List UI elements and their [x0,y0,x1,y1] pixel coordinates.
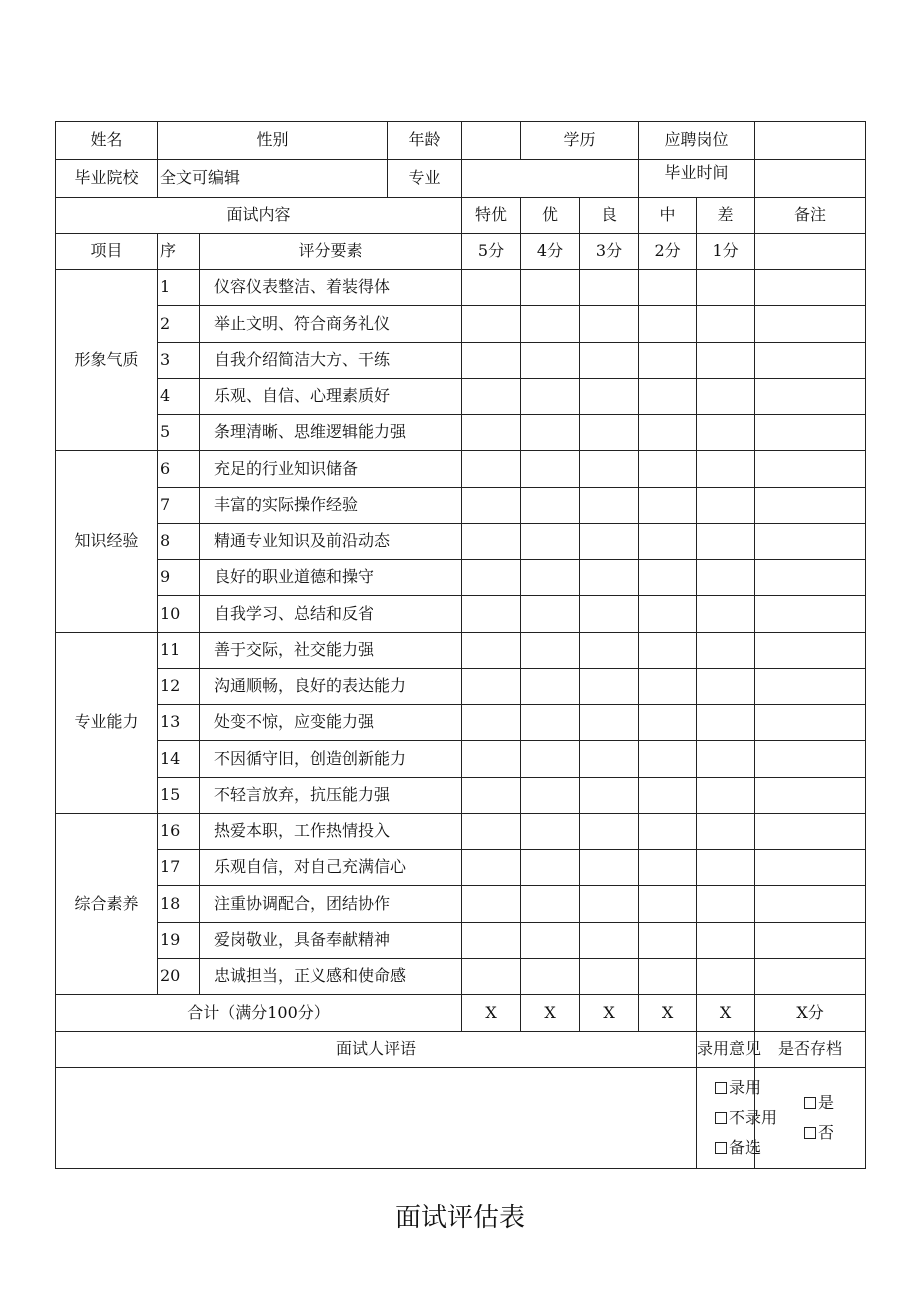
total-value: X [639,995,697,1032]
score-cell[interactable] [639,958,697,994]
score-cell[interactable] [580,560,639,596]
score-cell[interactable] [580,922,639,958]
remarks-cell[interactable] [755,668,866,704]
remarks-cell[interactable] [755,523,866,559]
score-cell[interactable] [580,958,639,994]
remarks-cell[interactable] [755,813,866,849]
score-value: 3分 [580,234,639,270]
archive-option-yes[interactable] [773,1088,865,1118]
criteria-text: 精通专业知识及前沿动态 [200,523,462,559]
section-name: 知识经验 [56,451,158,632]
score-cell[interactable] [462,270,521,306]
score-cell[interactable] [639,813,697,849]
criteria-row [56,850,866,886]
remarks-cell[interactable] [755,705,866,741]
criteria-text: 自我学习、总结和反省 [200,596,462,632]
archive-label: 是否存档 [755,1032,866,1068]
criteria-number: 11 [158,632,200,668]
decision-options [697,1068,778,1169]
grade-level: 良 [580,198,639,234]
criteria-label: 评分要素 [200,234,462,270]
score-cell[interactable] [462,451,521,487]
interview-evaluation-table [55,121,866,1169]
option-label: 否 [818,1123,835,1142]
document-title: 面试评估表 [394,1203,525,1233]
score-cell[interactable] [521,813,580,849]
criteria-number: 19 [158,922,200,958]
age-value[interactable] [462,122,521,160]
criteria-text: 注重协调配合，团结协作 [200,886,462,922]
archive-option-no[interactable] [773,1118,865,1148]
age-label: 年龄 [388,122,462,160]
name-label: 姓名 [56,122,158,160]
score-cell[interactable] [639,487,697,523]
remarks-cell[interactable] [755,741,866,777]
score-cell[interactable] [521,777,580,813]
score-cell[interactable] [521,922,580,958]
criteria-text: 良好的职业道德和操守 [200,560,462,596]
score-cell[interactable] [639,596,697,632]
score-cell[interactable] [639,451,697,487]
score-cell[interactable] [462,850,521,886]
score-cell[interactable] [521,378,580,414]
score-cell[interactable] [521,886,580,922]
criteria-row [56,596,866,632]
score-cell[interactable] [639,850,697,886]
score-cell[interactable] [521,705,580,741]
criteria-text: 不因循守旧，创造创新能力 [200,741,462,777]
remarks-cell[interactable] [755,306,866,342]
seq-label: 序 [158,234,200,270]
score-cell[interactable] [639,668,697,704]
score-cell[interactable] [580,632,639,668]
criteria-number: 8 [158,523,200,559]
criteria-number: 16 [158,813,200,849]
option-label: 不录用 [729,1108,778,1127]
criteria-row [56,813,866,849]
criteria-row [56,958,866,994]
score-cell[interactable] [462,886,521,922]
score-cell[interactable] [697,668,755,704]
score-cell[interactable] [580,451,639,487]
score-cell[interactable] [639,741,697,777]
score-cell[interactable] [697,451,755,487]
criteria-number: 15 [158,777,200,813]
score-cell[interactable] [697,342,755,378]
criteria-row [56,451,866,487]
criteria-number: 10 [158,596,200,632]
criteria-number: 12 [158,668,200,704]
score-cell[interactable] [639,560,697,596]
score-cell[interactable] [521,741,580,777]
decision-option-reserve[interactable] [715,1133,762,1163]
score-cell[interactable] [521,850,580,886]
checkbox-icon[interactable] [715,1082,727,1094]
score-cell[interactable] [580,306,639,342]
score-cell[interactable] [462,415,521,451]
remarks-cell[interactable] [755,632,866,668]
score-value: 5分 [462,234,521,270]
total-value: X [580,995,639,1032]
remarks-cell[interactable] [755,378,866,414]
remarks-header-blank [755,234,866,270]
criteria-number: 3 [158,342,200,378]
score-cell[interactable] [697,487,755,523]
score-cell[interactable] [462,596,521,632]
remarks-cell[interactable] [755,596,866,632]
checkbox-icon[interactable] [715,1112,727,1124]
item-label: 项目 [56,234,158,270]
remarks-cell[interactable] [755,777,866,813]
score-value: 1分 [697,234,755,270]
major-label: 专业 [388,160,462,198]
interviewer-comment-label: 面试人评语 [56,1032,697,1068]
grade-level: 中 [639,198,697,234]
criteria-text: 丰富的实际操作经验 [200,487,462,523]
score-cell[interactable] [462,632,521,668]
checkbox-icon[interactable] [804,1097,816,1109]
score-cell[interactable] [521,596,580,632]
criteria-number: 1 [158,270,200,306]
remarks-cell[interactable] [755,958,866,994]
education-label: 学历 [521,122,639,160]
criteria-row [56,886,866,922]
criteria-text: 善于交际，社交能力强 [200,632,462,668]
score-cell[interactable] [580,741,639,777]
criteria-text: 自我介绍简洁大方、干练 [200,342,462,378]
criteria-text: 热爱本职，工作热情投入 [200,813,462,849]
score-cell[interactable] [697,922,755,958]
total-label: 合计（满分100分） [56,995,462,1032]
criteria-row [56,922,866,958]
score-cell[interactable] [697,596,755,632]
score-cell[interactable] [697,813,755,849]
score-cell[interactable] [697,415,755,451]
score-value: 2分 [639,234,697,270]
score-cell[interactable] [521,306,580,342]
criteria-row [56,668,866,704]
criteria-number: 17 [158,850,200,886]
score-cell[interactable] [697,886,755,922]
grad-time-value[interactable] [755,160,866,198]
remarks-cell[interactable] [755,415,866,451]
remarks-cell[interactable] [755,560,866,596]
criteria-number: 6 [158,451,200,487]
remarks-label: 备注 [755,198,866,234]
score-cell[interactable] [580,523,639,559]
score-cell[interactable] [580,886,639,922]
criteria-text: 乐观、自信、心理素质好 [200,378,462,414]
remarks-cell[interactable] [755,487,866,523]
score-cell[interactable] [639,306,697,342]
score-cell[interactable] [697,850,755,886]
checkbox-icon[interactable] [804,1127,816,1139]
score-cell[interactable] [580,270,639,306]
score-cell[interactable] [639,270,697,306]
score-cell[interactable] [580,705,639,741]
section-name: 专业能力 [56,632,158,813]
grad-time-label: 毕业时间 [639,160,755,198]
criteria-text: 爱岗敬业，具备奉献精神 [200,922,462,958]
score-cell[interactable] [639,378,697,414]
criteria-row [56,705,866,741]
grade-level: 特优 [462,198,521,234]
score-cell[interactable] [639,415,697,451]
score-cell[interactable] [462,813,521,849]
criteria-text: 不轻言放弃，抗压能力强 [200,777,462,813]
criteria-text: 举止文明、符合商务礼仪 [200,306,462,342]
score-cell[interactable] [639,922,697,958]
score-cell[interactable] [697,632,755,668]
score-cell[interactable] [462,560,521,596]
criteria-number: 7 [158,487,200,523]
criteria-row [56,560,866,596]
score-cell[interactable] [580,415,639,451]
criteria-row [56,487,866,523]
score-cell[interactable] [697,705,755,741]
criteria-text: 乐观自信，对自己充满信心 [200,850,462,886]
score-cell[interactable] [462,523,521,559]
score-cell[interactable] [697,560,755,596]
score-cell[interactable] [521,958,580,994]
criteria-text: 仪容仪表整洁、着装得体 [200,270,462,306]
score-cell[interactable] [639,886,697,922]
score-cell[interactable] [462,342,521,378]
criteria-number: 20 [158,958,200,994]
criteria-row [56,342,866,378]
total-value: X [697,995,755,1032]
criteria-text: 沟通顺畅，良好的表达能力 [200,668,462,704]
score-cell[interactable] [521,523,580,559]
score-cell[interactable] [580,668,639,704]
score-cell[interactable] [521,668,580,704]
criteria-number: 18 [158,886,200,922]
position-label: 应聘岗位 [639,122,755,160]
criteria-number: 2 [158,306,200,342]
interviewer-comment-area[interactable] [56,1068,697,1169]
score-cell[interactable] [639,777,697,813]
criteria-text: 充足的行业知识储备 [200,451,462,487]
total-value: X [521,995,580,1032]
criteria-text: 处变不惊，应变能力强 [200,705,462,741]
total-sum: X分 [755,995,866,1032]
score-cell[interactable] [521,415,580,451]
checkbox-icon[interactable] [715,1142,727,1154]
score-cell[interactable] [639,705,697,741]
score-cell[interactable] [697,306,755,342]
decision-option-reject[interactable] [715,1103,778,1133]
option-label: 录用 [729,1078,762,1097]
criteria-row [56,741,866,777]
remarks-cell[interactable] [755,342,866,378]
score-cell[interactable] [521,342,580,378]
criteria-row [56,270,866,306]
criteria-row [56,632,866,668]
score-cell[interactable] [462,306,521,342]
grade-level: 优 [521,198,580,234]
score-cell[interactable] [580,813,639,849]
remarks-cell[interactable] [755,886,866,922]
gender-label: 性别 [158,122,388,160]
score-cell[interactable] [521,560,580,596]
score-cell[interactable] [580,777,639,813]
criteria-number: 4 [158,378,200,414]
score-value: 4分 [521,234,580,270]
position-value[interactable] [755,122,866,160]
score-cell[interactable] [462,378,521,414]
criteria-row [56,523,866,559]
decision-label: 录用意见 [697,1032,755,1068]
score-cell[interactable] [697,523,755,559]
criteria-text: 忠诚担当，正义感和使命感 [200,958,462,994]
score-cell[interactable] [639,342,697,378]
score-cell[interactable] [580,487,639,523]
remarks-cell[interactable] [755,922,866,958]
score-cell[interactable] [462,487,521,523]
school-value[interactable]: 全文可编辑 [158,160,388,198]
criteria-row [56,415,866,451]
remarks-cell[interactable] [755,451,866,487]
score-cell[interactable] [462,777,521,813]
remarks-cell[interactable] [755,270,866,306]
option-label: 备选 [729,1138,762,1157]
score-cell[interactable] [580,850,639,886]
score-cell[interactable] [462,741,521,777]
decision-option-hire[interactable] [715,1073,762,1103]
section-name: 综合素养 [56,813,158,994]
criteria-row [56,777,866,813]
grade-level: 差 [697,198,755,234]
score-cell[interactable] [521,632,580,668]
criteria-number: 5 [158,415,200,451]
school-label: 毕业院校 [56,160,158,198]
score-cell[interactable] [697,741,755,777]
score-cell[interactable] [462,705,521,741]
score-cell[interactable] [697,958,755,994]
criteria-number: 13 [158,705,200,741]
score-cell[interactable] [580,596,639,632]
score-cell[interactable] [462,922,521,958]
major-value[interactable] [462,160,639,198]
score-cell[interactable] [580,342,639,378]
score-cell[interactable] [580,378,639,414]
score-cell[interactable] [639,632,697,668]
content-label: 面试内容 [56,198,462,234]
criteria-row [56,306,866,342]
criteria-number: 14 [158,741,200,777]
remarks-cell[interactable] [755,850,866,886]
total-value: X [462,995,521,1032]
section-name: 形象气质 [56,270,158,451]
score-cell[interactable] [639,523,697,559]
criteria-row [56,378,866,414]
score-cell[interactable] [462,958,521,994]
criteria-number: 9 [158,560,200,596]
score-cell[interactable] [462,668,521,704]
score-cell[interactable] [697,378,755,414]
criteria-text: 条理清晰、思维逻辑能力强 [200,415,462,451]
option-label: 是 [818,1093,835,1112]
score-cell[interactable] [697,270,755,306]
score-cell[interactable] [521,270,580,306]
score-cell[interactable] [697,777,755,813]
score-cell[interactable] [521,451,580,487]
score-cell[interactable] [521,487,580,523]
